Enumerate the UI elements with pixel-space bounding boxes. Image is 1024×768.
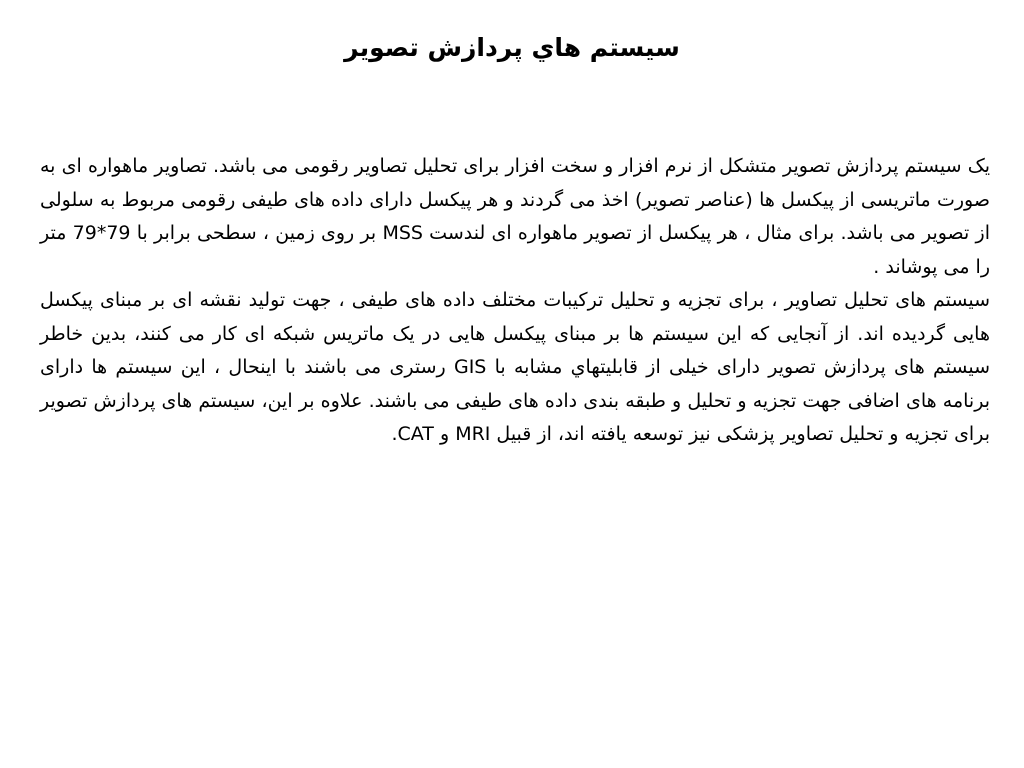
slide-title: سيستم هاي پردازش تصوير	[344, 33, 680, 62]
paragraph-1: یک سیستم پردازش تصویر متشکل از نرم افزار و سخت افزار برای تحلیل تصاویر رقومی می باشد. تصاویر ماهواره ای به صورت ماتریسی از پیکسل ها (عناصر تصویر) اخذ می گردند و هر پیکسل دارای داده های طیفی رقومی مربوط به سلولی از تصویر می باشد. برای مثال ، هر پیکسل از تصویر ماهواره ای لندست MSS بر روی زمین ، سطحی برابر با 79*79 متر را می پوشاند .	[40, 155, 990, 278]
paragraph-2: سیستم های تحلیل تصاویر ، برای تجزیه و تحلیل ترکیبات مختلف داده های طیفی ، جهت تولید نقشه ای بر مبنای پیکسل هایی گردیده اند. از آنجایی که این سیستم ها بر مبنای پیکسل هایی در یک ماتریس شبکه ای کار می کنند، بدین خاطر سیستم های پردازش تصویر دارای خیلی از قابلیتهاي مشابه با GIS رستری می باشند با اینحال ، این سیستم ها دارای برنامه های اضافی جهت تجزیه و تحلیل و طبقه بندی داده های طیفی می باشند. علاوه بر این، سیستم های پردازش تصویر برای تجزیه و تحلیل تصاویر پزشکی نیز توسعه یافته اند، از قبیل MRI و CAT.	[40, 289, 990, 445]
slide-body	[40, 150, 990, 452]
